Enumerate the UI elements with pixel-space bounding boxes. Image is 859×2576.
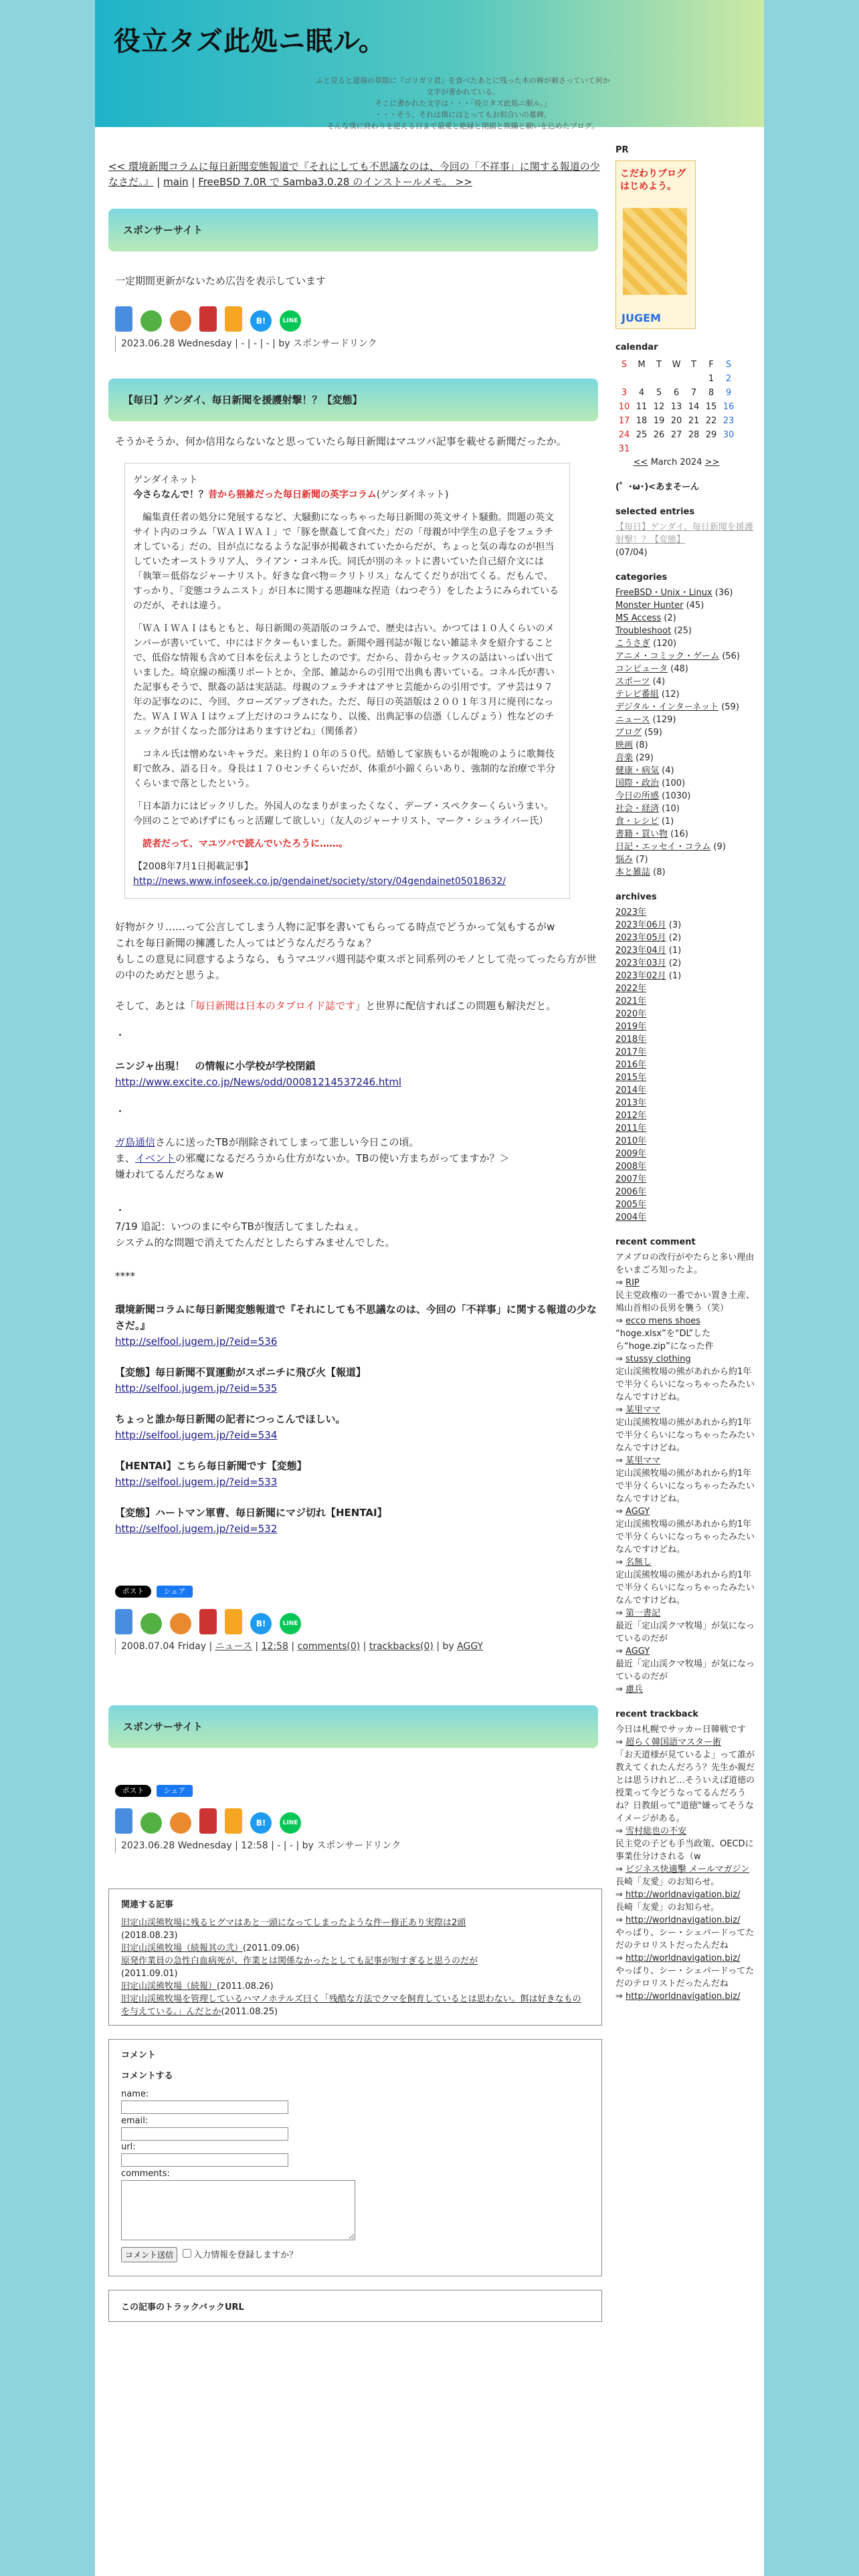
recent-comment-item: ⇒ 名無し 定山渓熊牧場の熊があれから約1年で半分くらいになっちゃったみたいなんですけどね。 xyxy=(615,1558,755,1606)
next-entry-link[interactable]: FreeBSD 7.0R で Samba3.0.28 のインストールメモ。 >> xyxy=(198,176,472,188)
archive-item xyxy=(615,1059,756,1071)
archive-link[interactable]: 2023年 xyxy=(615,907,647,918)
calendar-nav: << March 2024 >> xyxy=(633,457,720,467)
category-link[interactable]: 映画 xyxy=(615,740,634,750)
tweet-button[interactable]: ポスト xyxy=(115,1785,151,1797)
archive-link[interactable]: 2011年 xyxy=(615,1123,647,1134)
trackback-link[interactable]: http://worldnavigation.biz/ xyxy=(626,1890,741,1900)
quote-source-link[interactable]: http://news.www.infoseek.co.jp/gendainet/society/story/04gendainet05018632/ xyxy=(133,876,506,887)
category-item: アニメ・コミック・ゲーム (56) xyxy=(615,651,740,661)
archive-link[interactable]: 2023年04月 xyxy=(615,946,666,956)
submit-comment-button[interactable]: コメント送信 xyxy=(121,2247,177,2262)
category-item: MS Access (2) xyxy=(615,613,676,623)
archive-item xyxy=(615,1198,756,1211)
archive-item xyxy=(615,1097,756,1109)
recent-trackback-item: ⇒ http://worldnavigation.biz/ やっぱり、シー・シェパードってただのテロリストだったんだね xyxy=(615,1953,755,1989)
archive-link[interactable]: 2023年02月 xyxy=(615,971,666,981)
share-evernote-icon[interactable] xyxy=(170,1812,191,1834)
trackback-link[interactable]: ビジネス快適擊 メールマガジン xyxy=(626,1864,750,1874)
url-input[interactable] xyxy=(121,2153,288,2167)
archive-link[interactable]: 2021年 xyxy=(615,996,647,1006)
tweet-bar xyxy=(115,1782,603,1798)
category-item: コンピュータ (48) xyxy=(615,664,688,674)
related-entry-link[interactable]: 旧定山渓熊牧場を管理しているハマノホテルズ曰く「残酷な方法でクマを飼育しているとは思わない。餌は好きなものを与えている。」んだとか xyxy=(121,1994,581,2017)
category-link[interactable]: アニメ・コミック・ゲーム xyxy=(615,651,720,661)
share-mixi-icon[interactable] xyxy=(140,1613,162,1634)
recent-trackback-item: ⇒ 雪村総也の不安 民主党の子ども手当政策、OECDに事業仕分けされる（w xyxy=(615,1826,754,1862)
cal-next-link[interactable]: >> xyxy=(704,457,720,467)
category-item: 音楽 (29) xyxy=(615,753,654,763)
category-item: こうさぎ (120) xyxy=(615,639,677,649)
tweet-bar xyxy=(115,1582,603,1598)
category-link[interactable]: ブログ xyxy=(615,728,642,738)
recent-comment-item: ⇒ 某里ママ 定山渓熊牧場の熊があれから約1年で半分くらいになっちゃったみたいなんですけどね。 xyxy=(615,1405,755,1453)
email-input[interactable] xyxy=(121,2127,288,2141)
share-line-icon[interactable]: LINE xyxy=(280,310,301,332)
fb-share-button[interactable]: シェア xyxy=(157,1785,193,1797)
category-item: 健康・病気 (4) xyxy=(615,766,674,776)
archive-link[interactable]: 2017年 xyxy=(615,1047,647,1057)
archive-item xyxy=(615,995,756,1008)
archive-link[interactable]: 2012年 xyxy=(615,1111,647,1121)
recent-comment-item: ⇒ RIP 民主党政権の一番でかい置き土産、鳩山首相の長男を襲う（笑） xyxy=(615,1278,755,1313)
related-entry-link[interactable]: 旧定山渓熊牧場（続報） xyxy=(121,1981,217,1992)
share-line-icon[interactable]: LINE xyxy=(280,1812,301,1834)
archive-item: 2023年03月 (2) xyxy=(615,958,682,968)
share-rss-icon[interactable] xyxy=(225,1808,242,1834)
category-item: 食・レシピ (1) xyxy=(615,817,674,827)
category-link[interactable]: 書籍・買い物 xyxy=(615,829,668,839)
archive-item: 2023年02月 (1) xyxy=(615,971,682,981)
commenter-link[interactable]: 名無し xyxy=(626,1558,652,1568)
category-link[interactable]: コンピュータ xyxy=(615,664,668,674)
recent-comment-item: ⇒ stussy clothing 定山渓熊牧場の熊があれから約1年で半分くらいになっちゃったみたいなんですけどね。 xyxy=(615,1354,755,1402)
share-buttons xyxy=(115,306,603,332)
category-item: 国際・政治 (100) xyxy=(615,778,686,788)
calendar-header: S M T W T F S xyxy=(621,360,732,370)
trackbacks-link[interactable]: trackbacks(0) xyxy=(369,1641,434,1652)
related-entries-box: 関連する記事 旧定山渓熊牧場に残るヒグマはあと一頭になってしまったような件ー修正あり実際は2頭 (2018.08.23) 旧定山渓熊牧場（続報其の弐）(2011.09.06) 原発作業員の急性白血病死が、作業とは関係なかったとしても記事が短すぎると思うのだが (2011.09.01) 旧定山渓熊牧場（続報）(2011.08.26) 旧定山渓熊牧場を管理しているハマノホテルズ曰く「残酷な方法でクマを飼育しているとは思わない。餌は好きなものを与えている。」んだとか(2011.08.25) xyxy=(108,1889,602,2026)
category-link[interactable]: 食・レシピ xyxy=(615,817,659,827)
author-link[interactable]: AGGY xyxy=(457,1641,484,1652)
category-item: 書籍・買い物 (16) xyxy=(615,829,688,839)
sponsor-meta: 2023.06.28 Wednesday | 12:58 | - | - | by スポンサードリンク xyxy=(115,1838,603,1854)
share-twitter-icon[interactable] xyxy=(115,306,132,332)
category-link[interactable]: 悩み xyxy=(615,855,634,865)
related-link-532[interactable]: http://selfool.jugem.jp/?eid=532 xyxy=(115,1523,278,1535)
share-evernote-icon[interactable] xyxy=(170,310,191,332)
remember-checkbox[interactable] xyxy=(183,2249,191,2258)
recent-trackback-item: ⇒ http://worldnavigation.biz/ 長崎「友愛」のお知らせ。 xyxy=(615,1890,741,1913)
related-link-536[interactable]: http://selfool.jugem.jp/?eid=536 xyxy=(115,1335,278,1348)
trackback-link[interactable]: 超らく韓国語マスター術 xyxy=(626,1737,722,1747)
archive-item xyxy=(615,1071,756,1084)
category-item: 悩み (7) xyxy=(615,855,648,865)
category-item: Monster Hunter (45) xyxy=(615,601,704,611)
page xyxy=(95,0,764,2576)
banner-image xyxy=(623,208,687,295)
sponsor-body xyxy=(115,1782,603,1854)
archive-link[interactable]: 2013年 xyxy=(615,1098,647,1108)
archive-item xyxy=(615,1160,756,1173)
category-item: 本と雑誌 (8) xyxy=(615,867,666,877)
sponsor-title-bar: スポンサーサイト xyxy=(108,1705,598,1748)
archive-link[interactable]: 2020年 xyxy=(615,1009,647,1019)
share-buttons xyxy=(115,1808,603,1834)
share-hatena-icon[interactable]: B! xyxy=(250,1613,272,1634)
commenter-link[interactable]: AGGY xyxy=(626,1646,650,1656)
entry-title[interactable]: 【毎日】ゲンダイ、毎日新聞を援護射撃！？【変態】 xyxy=(123,394,363,406)
sponsor-title-bar: スポンサーサイト xyxy=(108,209,598,251)
entry-title-bar xyxy=(108,379,598,421)
category-link[interactable]: 国際・政治 xyxy=(615,778,660,788)
archive-item xyxy=(615,1109,756,1122)
share-rss-icon[interactable] xyxy=(225,1609,242,1634)
archive-link[interactable]: 2022年 xyxy=(615,984,647,994)
site-description: ふと見ると道端の草陰に『ゴリガリ君』を食べたあとに残った木の棒が刺さっていて何か文字が書かれている。 そこに書かれた文字は・・・「役立タズ此処ニ眠ル。」 ・・・そう、それは僕にはとってもお似合いの墓碑。 そんな僕に終わりを迎える日まで最愛と絶縁と閉鎖と欺瞞と願いを込めたブログ。 xyxy=(316,76,610,130)
share-rss-icon[interactable] xyxy=(225,306,242,332)
category-link[interactable]: FreeBSD・Unix・Linux xyxy=(615,588,712,598)
recent-trackback-item: ⇒ http://worldnavigation.biz/ やっぱり、シー・シェパードってただのテロリストだったんだね xyxy=(615,1915,755,1951)
trackback-link[interactable]: 雪村総也の不安 xyxy=(626,1826,687,1836)
archive-link[interactable]: 2005年 xyxy=(615,1200,647,1210)
entry-body: そうかそうか、何か信用ならないなと思っていたら毎日新聞はマユツバ記事を載せる新聞だったか。 ゲンダイネット 今さらなんで！？昔から猥雑だった毎日新聞の英字コラム(ゲンダイネット) 編集責任者の処分に発展するなど、大騒動になっちゃった毎日新聞の英文サイト騒動。問題の英文サイト内のコラム「ＷＡＩＷＡＩ」で「豚を獣姦して食べた」だの「母親が中学生の息子をフェラチオしている」だの、目が点になるような記事が掲載されていたからだが、ちょっと気の毒なのが担当していたオーストラリア人、ライアン・コネル氏。同氏が別のネットに書いていた自己紹介文には「執筆＝低俗なジャーナリスト。好きな食べ物＝クリトリス」なんてくだりが出てくる。だもんで、すっかり、「変態コラムニスト」が日本に関する悪趣味な捏造（ねつぞう）をしたようにみられているのだが、それは違う。 「ＷＡＩＷＡＩはもともと、毎日新聞の英語版のコラムで、歴史は古い。かつては１０人くらいのメンバーが書いていて、中にはドクターもいました。新聞や週刊誌が報じない雑誌ネタを紹介することで、低俗な情報も含めて日本を伝えようとしたのです。だから、昔からセックスの話はいっぱい出ていました。埼京線の痴漢リポートとか、全部、雑誌からの引用で出典も書いている。コネル氏が書いた記事もそうで、獣姦の話は実話誌。母親のフェラチオはアサヒ芸能からの引用です。アサ芸は９７年の記事なのに、今回、クローズアップされた。ただ、毎日の英語版は２００１年３月に廃刊になった。ＷＡＩＷＡＩはウェブ上だけのコラムになり、以後、出典記事の信憑（しんぴょう）性などのチェックが甘くなった部分はありますけどね」（関係者） コネル氏は憎めないキャラだ。来日約１０年の５０代。結婚して家族もいるが報晩のように歌舞伎町で飲み、語る日々。身長は１７０センチくらいだが、体重が小錦くらいあり、強制的な治療で半分くらいまで落としたという。 「日本語力にはビックリした。外国人のなまりがまったくなく、デーブ・スペクターくらいうまい。今回のことでめげずにもっと活躍して欲しい」（友人のジャーナリスト、マーク・シュライバー氏） 読者だって、マユツバで読んでいたろうに……。 【2008年7月1日掲載記事】 http://news.www.infoseek.co.jp/gendainet/society/story/04gendainet05018632/ 好物がクリ……って公言してしまう人物に記事を書いてもらってる時点でどうかって気もするがw これを毎日新聞の擁護した人ってはどうなんだろうなぁ？ もしこの意見に同意するようなら、もうマユツバ週刊誌や東スポと同系列のモノとして売ってったら方が世の中のためだと思うよ。 そして、あとは「毎日新聞は日本のタブロイド誌です」と世界に配信すればこの問題も解決だと。 ・ ニンジャ出現！ の情報に小学校が学校閉鎖 http://www.excite.co.jp/News/odd/00081214537246.html ・ ガ島通信さんに送ったTBが削除されてしまって悲しい今日この頃。 ま、イベントの邪魔になるだろうから仕方がないか。TBの使い方まちがってますか？＞ 嫌われてるんだろなぁw ・ 7/19 追記：いつのまにやらTBが復活してましたねぇ。 システム的な問題で消えてたんだとしたらすみませんでした。 **** 環境新聞コラムに毎日新聞変態報道で『それにしても不思議なのは、今回の「不祥事」に関する報道の少なさだ。』 http://selfool.jugem.jp/?eid=536 【変態】毎日新聞不買運動がスポニチに飛び火【報道】 http://selfool.jugem.jp/?eid=535 ちょっと誰か毎日新聞の記者につっこんでほしい。 http://selfool.jugem.jp/?eid=534 【HENTAI】こちら毎日新聞です【変態】 http://selfool.jugem.jp/?eid=533 【変態】ハートマン軍曹、毎日新聞にマジ切れ【HENTAI】 http://selfool.jugem.jp/?eid=532 ポスト シェア B! LINE 2008.07.04 Friday | ニュース | 12:58 | comments(0) | trackbacks(0) | by AGGY xyxy=(115,433,603,1654)
prev-entry-link[interactable]: << 環境新聞コラムに毎日新聞変態報道で『それにしても不思議なのは、今回の「不祥事」に関する報道の少なさだ。』 xyxy=(108,160,600,188)
cal-prev-link[interactable]: << xyxy=(633,457,648,467)
archive-item xyxy=(615,1008,756,1021)
archive-item xyxy=(615,1211,756,1224)
category-link[interactable]: こうさぎ xyxy=(615,639,651,649)
related-entry-link[interactable]: 原発作業員の急性白血病死が、作業とは関係なかったとしても記事が短すぎると思うのだが xyxy=(121,1956,478,1966)
archive-item xyxy=(615,906,756,919)
share-hatena-icon[interactable]: B! xyxy=(250,310,272,332)
category-link[interactable]: Monster Hunter xyxy=(615,601,684,611)
share-buttons xyxy=(115,1609,603,1634)
commenter-link[interactable]: 某里ママ xyxy=(626,1456,661,1466)
fb-share-button[interactable]: シェア xyxy=(157,1586,193,1598)
archive-link[interactable]: 2009年 xyxy=(615,1149,647,1159)
entry-pager: << 環境新聞コラムに毎日新聞変態報道で『それにしても不思議なのは、今回の「不祥事」に関する報道の少なさだ。』 | main | FreeBSD 7.0R で Samba3.0.28 のインストールメモ。 >> xyxy=(108,160,600,188)
archive-item: 2023年04月 (1) xyxy=(615,946,682,956)
recent-comment-item: ⇒ 某里ママ 定山渓熊牧場の熊があれから約1年で半分くらいになっちゃったみたいなんですけどね。 xyxy=(615,1456,755,1504)
category-item: ブログ (59) xyxy=(615,728,662,738)
share-twitter-icon[interactable] xyxy=(115,1808,132,1834)
category-item: 映画 (8) xyxy=(615,740,648,750)
calendar: S M T W T F S 1 2 3 4 5 6 7 8 9 10 11 12 13 14 15 16 17 18 19 20 21 22 23 24 25 26 27 28 29 30 31 xyxy=(615,358,737,456)
category-link[interactable]: 今日の所感 xyxy=(615,791,660,801)
recent-trackback-item: ⇒ ビジネス快適擊 メールマガジン 長崎「友愛」のお知らせ。 xyxy=(615,1864,750,1887)
trackback-link[interactable]: http://worldnavigation.biz/ xyxy=(626,1915,741,1925)
share-hatena-icon[interactable]: B! xyxy=(250,1812,272,1834)
category-link[interactable]: ニュース xyxy=(215,1641,252,1652)
trackback-link[interactable]: http://worldnavigation.biz/ xyxy=(626,1992,741,2002)
archive-item xyxy=(615,982,756,995)
archive-link[interactable]: 2008年 xyxy=(615,1162,647,1172)
archive-link[interactable]: 2014年 xyxy=(615,1085,647,1095)
category-link[interactable]: Troubleshoot xyxy=(615,626,672,636)
share-gplus-icon[interactable] xyxy=(199,306,217,332)
comment-form-box: コメント コメントする name: email: url: comments: コメント送信 入力情報を登録しますか？ xyxy=(108,2039,602,2276)
comments-textarea[interactable] xyxy=(121,2180,355,2240)
permalink[interactable]: 12:58 xyxy=(261,1641,288,1652)
recent-trackback-item: ⇒ 超らく韓国語マスター術 「お天道様が見ているよ」って誰が教えてくれたんだろう？先生か親だとは思うけれど…そういえば道徳の授業って今どうなってるんだろうね？日教組って"道徳"嫌ってそうなイメージがある。 xyxy=(615,1737,755,1824)
archive-item xyxy=(615,1021,756,1033)
header xyxy=(95,0,764,130)
archive-link[interactable]: 2010年 xyxy=(615,1136,647,1146)
category-item: 社会・経済 (10) xyxy=(615,804,680,814)
category-link[interactable]: MS Access xyxy=(615,613,662,623)
commenter-link[interactable]: 某里ママ xyxy=(626,1405,661,1415)
archive-item xyxy=(615,1173,756,1186)
selected-entry-link[interactable]: 【毎日】ゲンダイ、毎日新聞を援護射撃！？【変態】 xyxy=(615,522,753,545)
recent-comment-item: ⇒ 慮兵 xyxy=(615,1685,644,1695)
sponsor-meta: 2023.06.28 Wednesday | - | - | - | by スポンサードリンク xyxy=(115,336,603,352)
archive-item xyxy=(615,1046,756,1059)
archive-link[interactable]: 2019年 xyxy=(615,1022,647,1032)
related-entry-link[interactable]: 旧定山渓熊牧場に残るヒグマはあと一頭になってしまったような件ー修正あり実際は2頭 xyxy=(121,1918,466,1928)
site-title[interactable]: 役立タズ此処ニ眠ル。 xyxy=(114,26,386,57)
sidebar: PR こだわりブログはじめよう。 JUGEM calendar S M T W T F S 1 2 3 4 5 6 7 8 9 10 11 12 13 14 15 16 17 18 19 20 21 22 23 24 25 26 27 28 29 30 31 << March 2024 >> (゜･ω･)<あまそーん selected entries 【毎日】ゲンダイ、毎日新聞を援護射撃！？【変態】 (07/04) categories FreeBSD・Unix・Linux (36) Monster Hunter (45) MS Access (2) Troubleshoot (25) こうさぎ (120) アニメ・コミック・ゲーム (56) コンピュータ (48) スポーツ (4) テレビ番組 (12) デジタル・インターネット (59) ニュース (129) ブログ (59) 映画 (8) 音楽 (29) 健康・病気 (4) 国際・政治 (100) 今日の所感 (1030) 社会・経済 (10) 食・レシピ (1) 書籍・買い物 (16) 日記・エッセイ・コラム (9) 悩み (7) 本と雑誌 (8) archives 2023年 2023年06月 (3) 2023年05月 (2) 2023年04月 (1) 2023年03月 (2) 2023年02月 (1) 2022年 2021年 2020年 2019年 2018年 2017年 2016年 2015年 2014年 2013年 2012年 2011年 2010年 2009年 2008年 2007年 2006年 2005年 2004年 recent comment アメブロの改行がやたらと多い理由をいまごろ知ったよ。 ⇒ RIP 民主党政権の一番でかい置き土産、鳩山首相の長男を襲う（笑） ⇒ ecco mens shoes “hoge.xlsx”を“DL”したら“hoge.zip”になった件 ⇒ stussy clothing 定山渓熊牧場の熊があれから約1年で半分くらいになっちゃったみたいなんですけどね。 ⇒ 某里ママ 定山渓熊牧場の熊があれから約1年で半分くらいになっちゃったみたいなんですけどね。 ⇒ 某里ママ 定山渓熊牧場の熊があれから約1年で半分くらいになっちゃったみたいなんですけどね。 ⇒ AGGY 定山渓熊牧場の熊があれから約1年で半分くらいになっちゃったみたいなんですけどね。 ⇒ 名無し 定山渓熊牧場の熊があれから約1年で半分くらいになっちゃったみたいなんですけどね。 ⇒ 第一書記 最近「定山渓クマ牧場」が気になっているのだが ⇒ AGGY 最近「定山渓クマ牧場」が気になっているのだが ⇒ 慮兵 recent trackback 今日は札幌でサッカー日韓戦です ⇒ 超らく韓国語マスター術 「お天道様が見ているよ」って誰が教えてくれたんだろう？先生か親だとは思うけれど…そういえば道徳の授業って今どうなってるんだろうね？日教組って"道徳"嫌ってそうなイメージがある。 ⇒ 雪村総也の不安 民主党の子ども手当政策、OECDに事業仕分けされる（w ⇒ ビジネス快適擊 メールマガジン 長崎「友愛」のお知らせ。 ⇒ http://worldnavigation.biz/ 長崎「友愛」のお知らせ。 ⇒ http://worldnavigation.biz/ やっぱり、シー・シェパードってただのテロリストだったんだね ⇒ http://worldnavigation.biz/ やっぱり、シー・シェパードってただのテロリストだったんだね ⇒ http://worldnavigation.biz/ xyxy=(615,145,755,2002)
archive-link[interactable]: 2004年 xyxy=(615,1212,647,1222)
jugem-banner[interactable]: こだわりブログはじめよう。 JUGEM xyxy=(615,160,696,329)
category-item: Troubleshoot (25) xyxy=(615,626,692,636)
category-link[interactable]: 健康・病気 xyxy=(615,766,660,776)
archive-item xyxy=(615,1148,756,1160)
recent-comment-item: ⇒ 第一書記 最近「定山渓クマ牧場」が気になっているのだが xyxy=(615,1608,755,1644)
category-link[interactable]: ニュース xyxy=(615,715,650,725)
category-list xyxy=(615,586,756,879)
category-item: スポーツ (4) xyxy=(615,677,666,687)
main-column xyxy=(108,159,603,2322)
commenter-link[interactable]: RIP xyxy=(626,1278,640,1288)
recent-comment-list xyxy=(615,1277,756,1696)
category-item: 日記・エッセイ・コラム (9) xyxy=(615,842,726,852)
archive-link[interactable]: 2015年 xyxy=(615,1073,647,1083)
related-link-533[interactable]: http://selfool.jugem.jp/?eid=533 xyxy=(115,1476,278,1488)
archive-link[interactable]: 2023年06月 xyxy=(615,920,666,930)
trackback-link[interactable]: http://worldnavigation.biz/ xyxy=(626,1953,741,1963)
archive-item: 2023年06月 (3) xyxy=(615,920,682,930)
category-item: FreeBSD・Unix・Linux (36) xyxy=(615,588,733,598)
share-mixi-icon[interactable] xyxy=(140,1812,162,1834)
commenter-link[interactable]: stussy clothing xyxy=(626,1354,691,1364)
archive-item xyxy=(615,1122,756,1135)
comments-link[interactable]: comments(0) xyxy=(297,1641,361,1652)
event-link[interactable]: イベント xyxy=(135,1152,176,1164)
entry-meta: 2008.07.04 Friday | ニュース | 12:58 | comments(0) | trackbacks(0) | by AGGY xyxy=(115,1638,603,1654)
archive-link[interactable]: 2018年 xyxy=(615,1035,647,1045)
share-gplus-icon[interactable] xyxy=(199,1609,217,1634)
archive-item xyxy=(615,1084,756,1097)
gatou-link[interactable]: ガ島通信 xyxy=(115,1136,156,1148)
share-line-icon[interactable]: LINE xyxy=(280,1613,301,1634)
commenter-link[interactable]: 第一書記 xyxy=(626,1608,661,1618)
category-item: テレビ番組 (12) xyxy=(615,689,680,700)
archive-link[interactable]: 2006年 xyxy=(615,1187,647,1197)
category-link[interactable]: デジタル・インターネット xyxy=(615,702,719,712)
archive-link[interactable]: 2016年 xyxy=(615,1060,647,1070)
archive-link[interactable]: 2023年03月 xyxy=(615,958,666,968)
category-link[interactable]: 日記・エッセイ・コラム xyxy=(615,842,711,852)
category-link[interactable]: スポーツ xyxy=(615,677,650,687)
sponsor-body: 一定期間更新がないため広告を表示しています B! LINE 2023.06.28 Wednesday | - | - | - | by スポンサードリンク xyxy=(115,273,603,352)
share-evernote-icon[interactable] xyxy=(170,1613,191,1634)
recent-comment-item: ⇒ AGGY 定山渓熊牧場の熊があれから約1年で半分くらいになっちゃったみたいなんですけどね。 xyxy=(615,1507,755,1555)
name-input[interactable] xyxy=(121,2101,288,2114)
recent-trackback-list xyxy=(615,1736,756,2003)
category-link[interactable]: 本と雑誌 xyxy=(615,867,651,877)
recent-comment-item: ⇒ ecco mens shoes “hoge.xlsx”を“DL”したら“hoge.zip”になった件 xyxy=(615,1316,714,1352)
trackback-url-box: この記事のトラックバックURL xyxy=(108,2290,602,2322)
recent-trackback-item: ⇒ http://worldnavigation.biz/ xyxy=(615,1992,741,2002)
archive-list xyxy=(615,906,756,1224)
commenter-link[interactable]: AGGY xyxy=(626,1507,650,1517)
related-link-534[interactable]: http://selfool.jugem.jp/?eid=534 xyxy=(115,1429,278,1441)
category-item: ニュース (129) xyxy=(615,715,676,725)
category-link[interactable]: テレビ番組 xyxy=(615,689,659,700)
archive-item xyxy=(615,1033,756,1046)
category-link[interactable]: 音楽 xyxy=(615,753,634,763)
archive-link[interactable]: 2023年05月 xyxy=(615,933,666,943)
archive-item xyxy=(615,1186,756,1198)
commenter-link[interactable]: 慮兵 xyxy=(626,1685,644,1695)
archive-item xyxy=(615,1135,756,1148)
commenter-link[interactable]: ecco mens shoes xyxy=(626,1316,700,1326)
share-twitter-icon[interactable] xyxy=(115,1609,132,1634)
main-link[interactable]: main xyxy=(163,176,189,188)
related-link-535[interactable]: http://selfool.jugem.jp/?eid=535 xyxy=(115,1382,278,1394)
quoted-article: ゲンダイネット 今さらなんで！？昔から猥雑だった毎日新聞の英字コラム(ゲンダイネット) 編集責任者の処分に発展するなど、大騒動になっちゃった毎日新聞の英文サイト騒動。問題の英文サイト内のコラム「ＷＡＩＷＡＩ」で「豚を獣姦して食べた」だの「母親が中学生の息子をフェラチオしている」だの、目が点になるような記事が掲載されていたからだが、ちょっと気の毒なのが担当していたオーストラリア人、ライアン・コネル氏。同氏が別のネットに書いていた自己紹介文には「執筆＝低俗なジャーナリスト。好きな食べ物＝クリトリス」なんてくだりが出てくる。だもんで、すっかり、「変態コラムニスト」が日本に関する悪趣味な捏造（ねつぞう）をしたようにみられているのだが、それは違う。 「ＷＡＩＷＡＩはもともと、毎日新聞の英語版のコラムで、歴史は古い。かつては１０人くらいのメンバーが書いていて、中にはドクターもいました。新聞や週刊誌が報じない雑誌ネタを紹介することで、低俗な情報も含めて日本を伝えようとしたのです。だから、昔からセックスの話はいっぱい出ていました。埼京線の痴漢リポートとか、全部、雑誌からの引用で出典も書いている。コネル氏が書いた記事もそうで、獣姦の話は実話誌。母親のフェラチオはアサヒ芸能からの引用です。アサ芸は９７年の記事なのに、今回、クローズアップされた。ただ、毎日の英語版は２００１年３月に廃刊になった。ＷＡＩＷＡＩはウェブ上だけのコラムになり、以後、出典記事の信憑（しんぴょう）性などのチェックが甘くなった部分はありますけどね」（関係者） コネル氏は憎めないキャラだ。来日約１０年の５０代。結婚して家族もいるが報晩のように歌舞伎町で飲み、語る日々。身長は１７０センチくらいだが、体重が小錦くらいあり、強制的な治療で半分くらいまで落としたという。 「日本語力にはビックリした。外国人のなまりがまったくなく、デーブ・スペクターくらいうまい。今回のことでめげずにもっと活躍して欲しい」（友人のジャーナリスト、マーク・シュライバー氏） 読者だって、マユツバで読んでいたろうに……。 【2008年7月1日掲載記事】 http://news.www.infoseek.co.jp/gendainet/society/story/04gendainet05018632/ xyxy=(124,463,570,899)
archive-item: 2023年05月 (2) xyxy=(615,933,682,943)
share-gplus-icon[interactable] xyxy=(199,1808,217,1834)
category-link[interactable]: 社会・経済 xyxy=(615,804,660,814)
category-item: 今日の所感 (1030) xyxy=(615,791,691,801)
archive-link[interactable]: 2007年 xyxy=(615,1174,647,1184)
news-link[interactable]: http://www.excite.co.jp/News/odd/00081214537246.html xyxy=(115,1076,402,1088)
share-mixi-icon[interactable] xyxy=(140,310,162,332)
tweet-button[interactable]: ポスト xyxy=(115,1586,151,1598)
recent-comment-item: ⇒ AGGY 最近「定山渓クマ牧場」が気になっているのだが xyxy=(615,1646,755,1682)
category-item: デジタル・インターネット (59) xyxy=(615,702,739,712)
related-entry-link[interactable]: 旧定山渓熊牧場（続報其の弐） xyxy=(121,1943,244,1953)
